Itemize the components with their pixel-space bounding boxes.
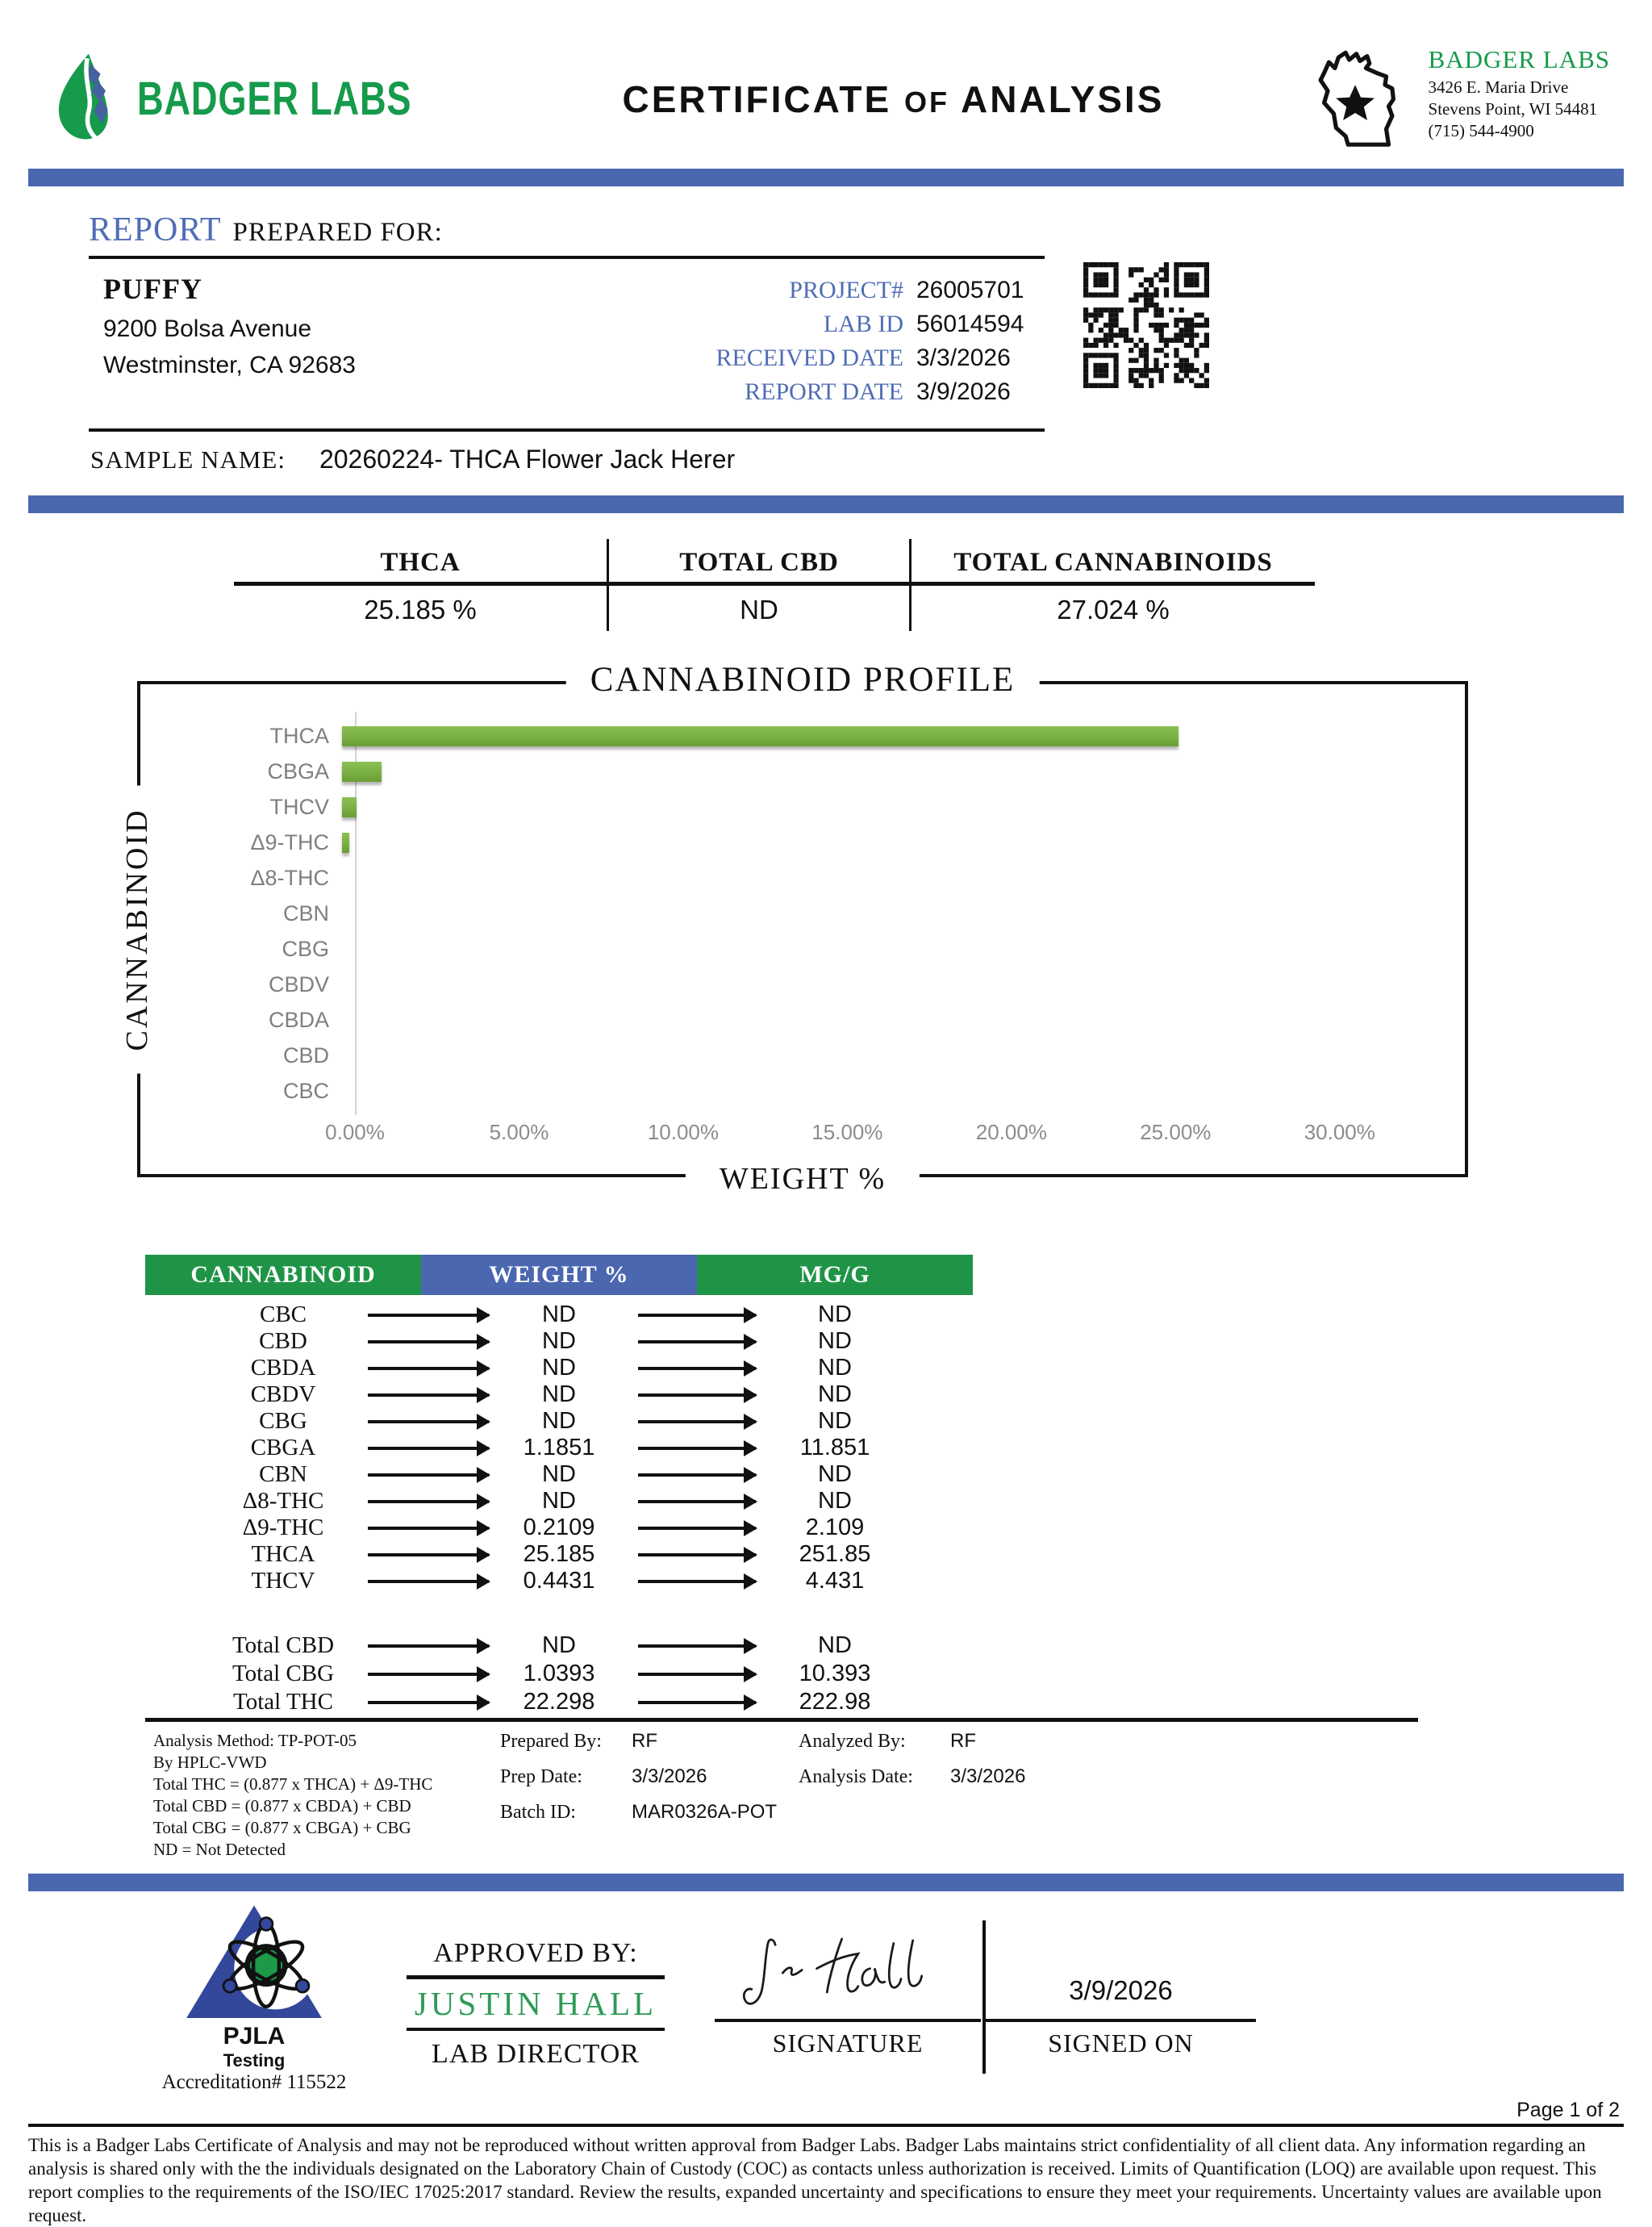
mg-per-g-value: ND	[818, 1381, 852, 1407]
weight-percent-value: 25.185	[523, 1541, 595, 1567]
report-prepared-for-heading: REPORT PREPARED FOR:	[89, 211, 1045, 259]
mg-per-g-value: 11.851	[799, 1435, 870, 1460]
table-row	[145, 1660, 1652, 1688]
mg-per-g-value: ND	[818, 1355, 852, 1381]
analyzed-by-value: RF	[950, 1730, 976, 1752]
lab-address-line2: Stevens Point, WI 54481	[1428, 99, 1598, 119]
chart-row	[152, 967, 1445, 1002]
weight-percent-value: ND	[542, 1302, 576, 1327]
analyte-name: THCA	[251, 1541, 315, 1567]
arrow-icon	[638, 1500, 756, 1503]
lab-address-line1: 3426 E. Maria Drive	[1428, 77, 1569, 97]
signature-block	[715, 1903, 981, 2058]
mg-per-g-value: 4.431	[805, 1568, 865, 1594]
arrow-icon	[368, 1553, 489, 1556]
results-table-header	[145, 1255, 1652, 1295]
mg-per-g-value: ND	[818, 1632, 852, 1658]
analyte-name: CBDV	[250, 1381, 316, 1407]
report-meta-label: LAB ID	[823, 311, 903, 337]
arrow-icon	[638, 1473, 756, 1477]
analyte-name: THCV	[251, 1568, 315, 1594]
sample-name-row	[90, 445, 1652, 474]
prepared-by-label: Prepared By:	[500, 1731, 602, 1752]
client-address-line2: Westminster, CA 92683	[103, 352, 356, 378]
table-row	[145, 1541, 1652, 1568]
signature-label: SIGNATURE	[772, 2029, 924, 2058]
report-meta-row	[698, 375, 1045, 409]
arrow-icon	[638, 1314, 756, 1317]
arrow-icon	[368, 1580, 489, 1583]
arrow-icon	[638, 1644, 756, 1648]
chart-x-axis-label: WEIGHT %	[686, 1161, 920, 1197]
chart-row	[152, 1038, 1445, 1073]
weight-percent-value: ND	[542, 1488, 576, 1514]
analysis-notes-right	[799, 1730, 1218, 1861]
chart-row	[152, 896, 1445, 931]
chart-rows	[152, 718, 1445, 1109]
arrow-icon	[638, 1527, 756, 1530]
lab-phone: (715) 544-4900	[1428, 121, 1534, 140]
weight-percent-value: 1.1851	[523, 1435, 595, 1460]
weight-percent-value: 1.0393	[523, 1661, 595, 1686]
chart-row	[152, 860, 1445, 896]
qr-code	[1083, 262, 1209, 432]
pjla-testing: Testing	[223, 2050, 286, 2070]
page-number: Page 1 of 2	[1516, 2099, 1620, 2121]
report-meta-row	[698, 274, 1045, 307]
mg-per-g-value: ND	[818, 1461, 852, 1487]
method-note-line: Total CBG = (0.877 x CBGA) + CBG	[153, 1818, 411, 1837]
batch-id-label: Batch ID:	[500, 1802, 576, 1823]
report-meta-value: 3/3/2026	[916, 345, 1011, 371]
wisconsin-map-icon	[1298, 37, 1417, 161]
chart-row	[152, 931, 1445, 967]
chart-category-label: CBDA	[268, 1007, 329, 1032]
table-row	[145, 1632, 1652, 1660]
chart-bar-track	[342, 833, 1445, 853]
summary-column	[234, 539, 609, 631]
arrow-icon	[638, 1701, 756, 1704]
analyte-name: Δ9-THC	[242, 1515, 324, 1540]
arrow-icon	[638, 1340, 756, 1343]
signed-on-block	[986, 1903, 1256, 2058]
summary-header: TOTAL CANNABINOIDS	[912, 539, 1315, 586]
chart-bar-track	[342, 975, 1445, 995]
table-row	[145, 1488, 1652, 1515]
chart-title: CANNABINOID PROFILE	[566, 660, 1040, 700]
arrow-icon	[368, 1393, 489, 1397]
prep-notes	[500, 1730, 799, 1861]
signed-date: 3/9/2026	[986, 1925, 1256, 2022]
method-note-line: Total CBD = (0.877 x CBDA) + CBD	[153, 1796, 411, 1815]
report-meta-value: 26005701	[916, 277, 1024, 303]
analyte-name: CBC	[259, 1302, 307, 1327]
analysis-notes	[153, 1730, 1652, 1861]
arrow-icon	[638, 1420, 756, 1423]
weight-percent-value: 22.298	[523, 1689, 595, 1715]
weight-percent-value: 0.4431	[523, 1568, 595, 1594]
arrow-icon	[638, 1580, 756, 1583]
potency-summary	[234, 539, 1315, 631]
chart-category-label: THCV	[269, 794, 329, 819]
analyte-name: CBG	[259, 1408, 307, 1434]
arrow-icon	[368, 1340, 489, 1343]
client-block	[89, 272, 698, 409]
analyte-name: CBD	[259, 1328, 307, 1354]
summary-value: 27.024 %	[1057, 595, 1170, 625]
arrow-icon	[368, 1447, 489, 1450]
table-spacer	[145, 1594, 1652, 1632]
chart-category-label: CBDV	[268, 971, 329, 997]
sample-name-value: 20260224- THCA Flower Jack Herer	[319, 445, 736, 474]
weight-percent-value: ND	[542, 1328, 576, 1354]
chart-bar-track	[342, 1046, 1445, 1066]
analysis-date-value: 3/3/2026	[950, 1765, 1026, 1787]
chart-row	[152, 1073, 1445, 1109]
approval-footer	[121, 1903, 1652, 2094]
x-axis-tick: 15.00%	[811, 1120, 883, 1144]
arrow-icon	[638, 1393, 756, 1397]
method-note-line: Total THC = (0.877 x THCA) + Δ9-THC	[153, 1774, 433, 1794]
signature-image	[715, 1925, 981, 2022]
chart-bar-track	[342, 762, 1445, 782]
report-meta-label: RECEIVED DATE	[715, 345, 903, 371]
chart-bar	[342, 762, 382, 782]
chart-category-label: Δ8-THC	[250, 865, 329, 890]
mg-per-g-value: ND	[818, 1488, 852, 1514]
chart-y-axis-label: CANNABINOID	[119, 785, 155, 1073]
arrow-icon	[368, 1367, 489, 1370]
pjla-accreditation-block	[121, 1903, 387, 2094]
chart-bar-track	[342, 868, 1445, 888]
chart-category-label: CBG	[282, 936, 329, 961]
weight-percent-value: ND	[542, 1461, 576, 1487]
chart-category-label: CBC	[282, 1078, 329, 1103]
chart-row	[152, 754, 1445, 789]
arrow-icon	[638, 1553, 756, 1556]
table-header-mg-g: MG/G	[697, 1255, 973, 1295]
x-axis-tick: 25.00%	[1140, 1120, 1212, 1144]
chart-category-label: CBN	[282, 900, 329, 925]
chart-bar	[342, 726, 1179, 746]
arrow-icon	[368, 1473, 489, 1477]
method-note-line: ND = Not Detected	[153, 1840, 286, 1859]
table-row	[145, 1328, 1652, 1355]
chart-category-label: CBGA	[267, 758, 329, 783]
mg-per-g-value: ND	[818, 1408, 852, 1434]
report-meta-label: REPORT DATE	[745, 378, 903, 405]
arrow-icon	[368, 1500, 489, 1503]
table-row	[145, 1381, 1652, 1408]
table-row	[145, 1408, 1652, 1435]
certificate-title: CERTIFICATE OF ANALYSIS	[622, 77, 1165, 120]
table-bottom-rule	[145, 1718, 1418, 1722]
mg-per-g-value: ND	[818, 1302, 852, 1327]
chart-plot-area	[152, 718, 1445, 1149]
method-note-line: By HPLC-VWD	[153, 1753, 267, 1772]
table-row	[145, 1435, 1652, 1461]
analyte-name: CBDA	[250, 1355, 316, 1381]
arrow-icon	[638, 1447, 756, 1450]
mg-per-g-value: 2.109	[805, 1515, 865, 1540]
chart-bar-track	[342, 797, 1445, 817]
summary-column	[912, 539, 1315, 631]
arrow-icon	[368, 1673, 489, 1676]
x-axis-tick: 20.00%	[975, 1120, 1047, 1144]
analyte-name: CBN	[259, 1461, 307, 1487]
x-axis-tick: 5.00%	[489, 1120, 549, 1144]
report-meta-row	[698, 307, 1045, 341]
table-row	[145, 1688, 1652, 1716]
client-name: PUFFY	[103, 273, 202, 305]
mg-per-g-value: 251.85	[799, 1541, 871, 1567]
summary-header: THCA	[234, 539, 607, 586]
lab-name: BADGER LABS	[1428, 45, 1610, 73]
report-meta-label: PROJECT#	[789, 277, 903, 303]
blue-divider-mid	[28, 495, 1624, 513]
arrow-icon	[368, 1644, 489, 1648]
analyte-name: CBGA	[250, 1435, 316, 1460]
signed-on-label: SIGNED ON	[1048, 2029, 1194, 2058]
method-notes	[153, 1730, 500, 1861]
analysis-date-label: Analysis Date:	[799, 1766, 913, 1787]
report-meta-block	[698, 272, 1045, 409]
mg-per-g-value: ND	[818, 1328, 852, 1354]
batch-id-value: MAR0326A-POT	[632, 1801, 778, 1823]
summary-column	[609, 539, 912, 631]
brand-wordmark: BADGER LABS	[137, 73, 412, 125]
chart-row	[152, 1002, 1445, 1038]
pjla-name: PJLA	[223, 2023, 286, 2049]
prep-date-value: 3/3/2026	[632, 1765, 707, 1787]
approver-title: LAB DIRECTOR	[432, 2039, 640, 2069]
x-axis-tick: 0.00%	[325, 1120, 385, 1144]
chart-row	[152, 789, 1445, 825]
lab-address-badge	[1298, 37, 1610, 161]
weight-percent-value: ND	[542, 1355, 576, 1381]
summary-value: ND	[740, 595, 778, 625]
accreditation-number: Accreditation# 115522	[161, 2071, 347, 2093]
arrow-icon	[368, 1314, 489, 1317]
leaf-logo-icon	[50, 49, 124, 148]
chart-bar-track	[342, 1081, 1445, 1101]
chart-bar-track	[342, 726, 1445, 746]
analyte-name: Δ8-THC	[242, 1488, 324, 1514]
report-meta-row	[698, 341, 1045, 375]
table-row	[145, 1461, 1652, 1488]
analyzed-by-label: Analyzed By:	[799, 1731, 906, 1752]
report-meta-value: 56014594	[916, 311, 1024, 337]
mg-per-g-value: 10.393	[799, 1661, 871, 1686]
arrow-icon	[368, 1701, 489, 1704]
report-info-section	[89, 259, 1652, 432]
weight-percent-value: 0.2109	[523, 1515, 595, 1540]
method-note-line: Analysis Method: TP-POT-05	[153, 1731, 357, 1750]
chart-bar-track	[342, 904, 1445, 924]
table-row	[145, 1515, 1652, 1541]
arrow-icon	[368, 1527, 489, 1530]
weight-percent-value: ND	[542, 1632, 576, 1658]
report-meta-value: 3/9/2026	[916, 378, 1011, 405]
table-header-weight-: WEIGHT %	[421, 1255, 697, 1295]
chart-x-ticks	[325, 1117, 1445, 1149]
chart-category-label: THCA	[269, 723, 329, 748]
chart-row	[152, 718, 1445, 754]
chart-category-label: CBD	[282, 1042, 329, 1068]
disclaimer-text: This is a Badger Labs Certificate of Analysis and may not be reproduced without written approval from Badger Labs. Badger Labs maintains strict confidentiality of all client data. Any information regarding an analysis is shared only with the the individuals designated on the Laboratory Chain of Custody (COC) as contacts unless authorization is received. Limits of Quantification (LOQ) are available upon request. This report complies to the requirements of the ISO/IEC 17025:2017 standard. Review the results, expanded uncertainty and specifications to ensure they meet your requirements. Uncertainty values are available upon request.	[28, 2135, 1602, 2225]
mg-per-g-value: 222.98	[799, 1689, 871, 1715]
prepared-by-value: RF	[632, 1730, 657, 1752]
weight-percent-value: ND	[542, 1408, 576, 1434]
blue-divider-bottom	[28, 1874, 1624, 1891]
chart-bar-track	[342, 939, 1445, 959]
chart-bar	[342, 797, 357, 817]
table-row	[145, 1568, 1652, 1594]
analyte-name: Total CBG	[232, 1661, 335, 1686]
table-header-cannabinoid: CANNABINOID	[145, 1255, 421, 1295]
summary-value: 25.185 %	[364, 595, 477, 625]
chart-row	[152, 825, 1445, 860]
x-axis-tick: 30.00%	[1304, 1120, 1375, 1144]
blue-divider-top	[28, 169, 1624, 186]
chart-bar	[342, 833, 349, 853]
arrow-icon	[638, 1673, 756, 1676]
disclaimer-rule	[28, 2124, 1624, 2127]
analyte-name: Total THC	[233, 1689, 333, 1715]
table-row	[145, 1302, 1652, 1328]
client-address-line1: 9200 Bolsa Avenue	[103, 315, 312, 342]
approver-name: JUSTIN HALL	[407, 1979, 665, 2031]
weight-percent-value: ND	[542, 1381, 576, 1407]
table-row	[145, 1355, 1652, 1381]
arrow-icon	[368, 1420, 489, 1423]
header	[0, 0, 1652, 169]
sample-name-label: SAMPLE NAME:	[90, 445, 286, 474]
arrow-icon	[638, 1367, 756, 1370]
chart-category-label: Δ9-THC	[250, 829, 329, 854]
approved-by-label: APPROVED BY:	[407, 1938, 665, 1979]
cannabinoid-profile-chart	[120, 661, 1468, 1196]
badger-labs-logo	[50, 49, 489, 148]
prep-date-label: Prep Date:	[500, 1766, 582, 1787]
analyte-name: Total CBD	[232, 1632, 335, 1658]
x-axis-tick: 10.00%	[647, 1120, 720, 1144]
chart-bar-track	[342, 1010, 1445, 1030]
summary-header: TOTAL CBD	[609, 539, 909, 586]
results-table-body	[145, 1295, 1652, 1716]
approved-by-block	[407, 1903, 665, 2070]
